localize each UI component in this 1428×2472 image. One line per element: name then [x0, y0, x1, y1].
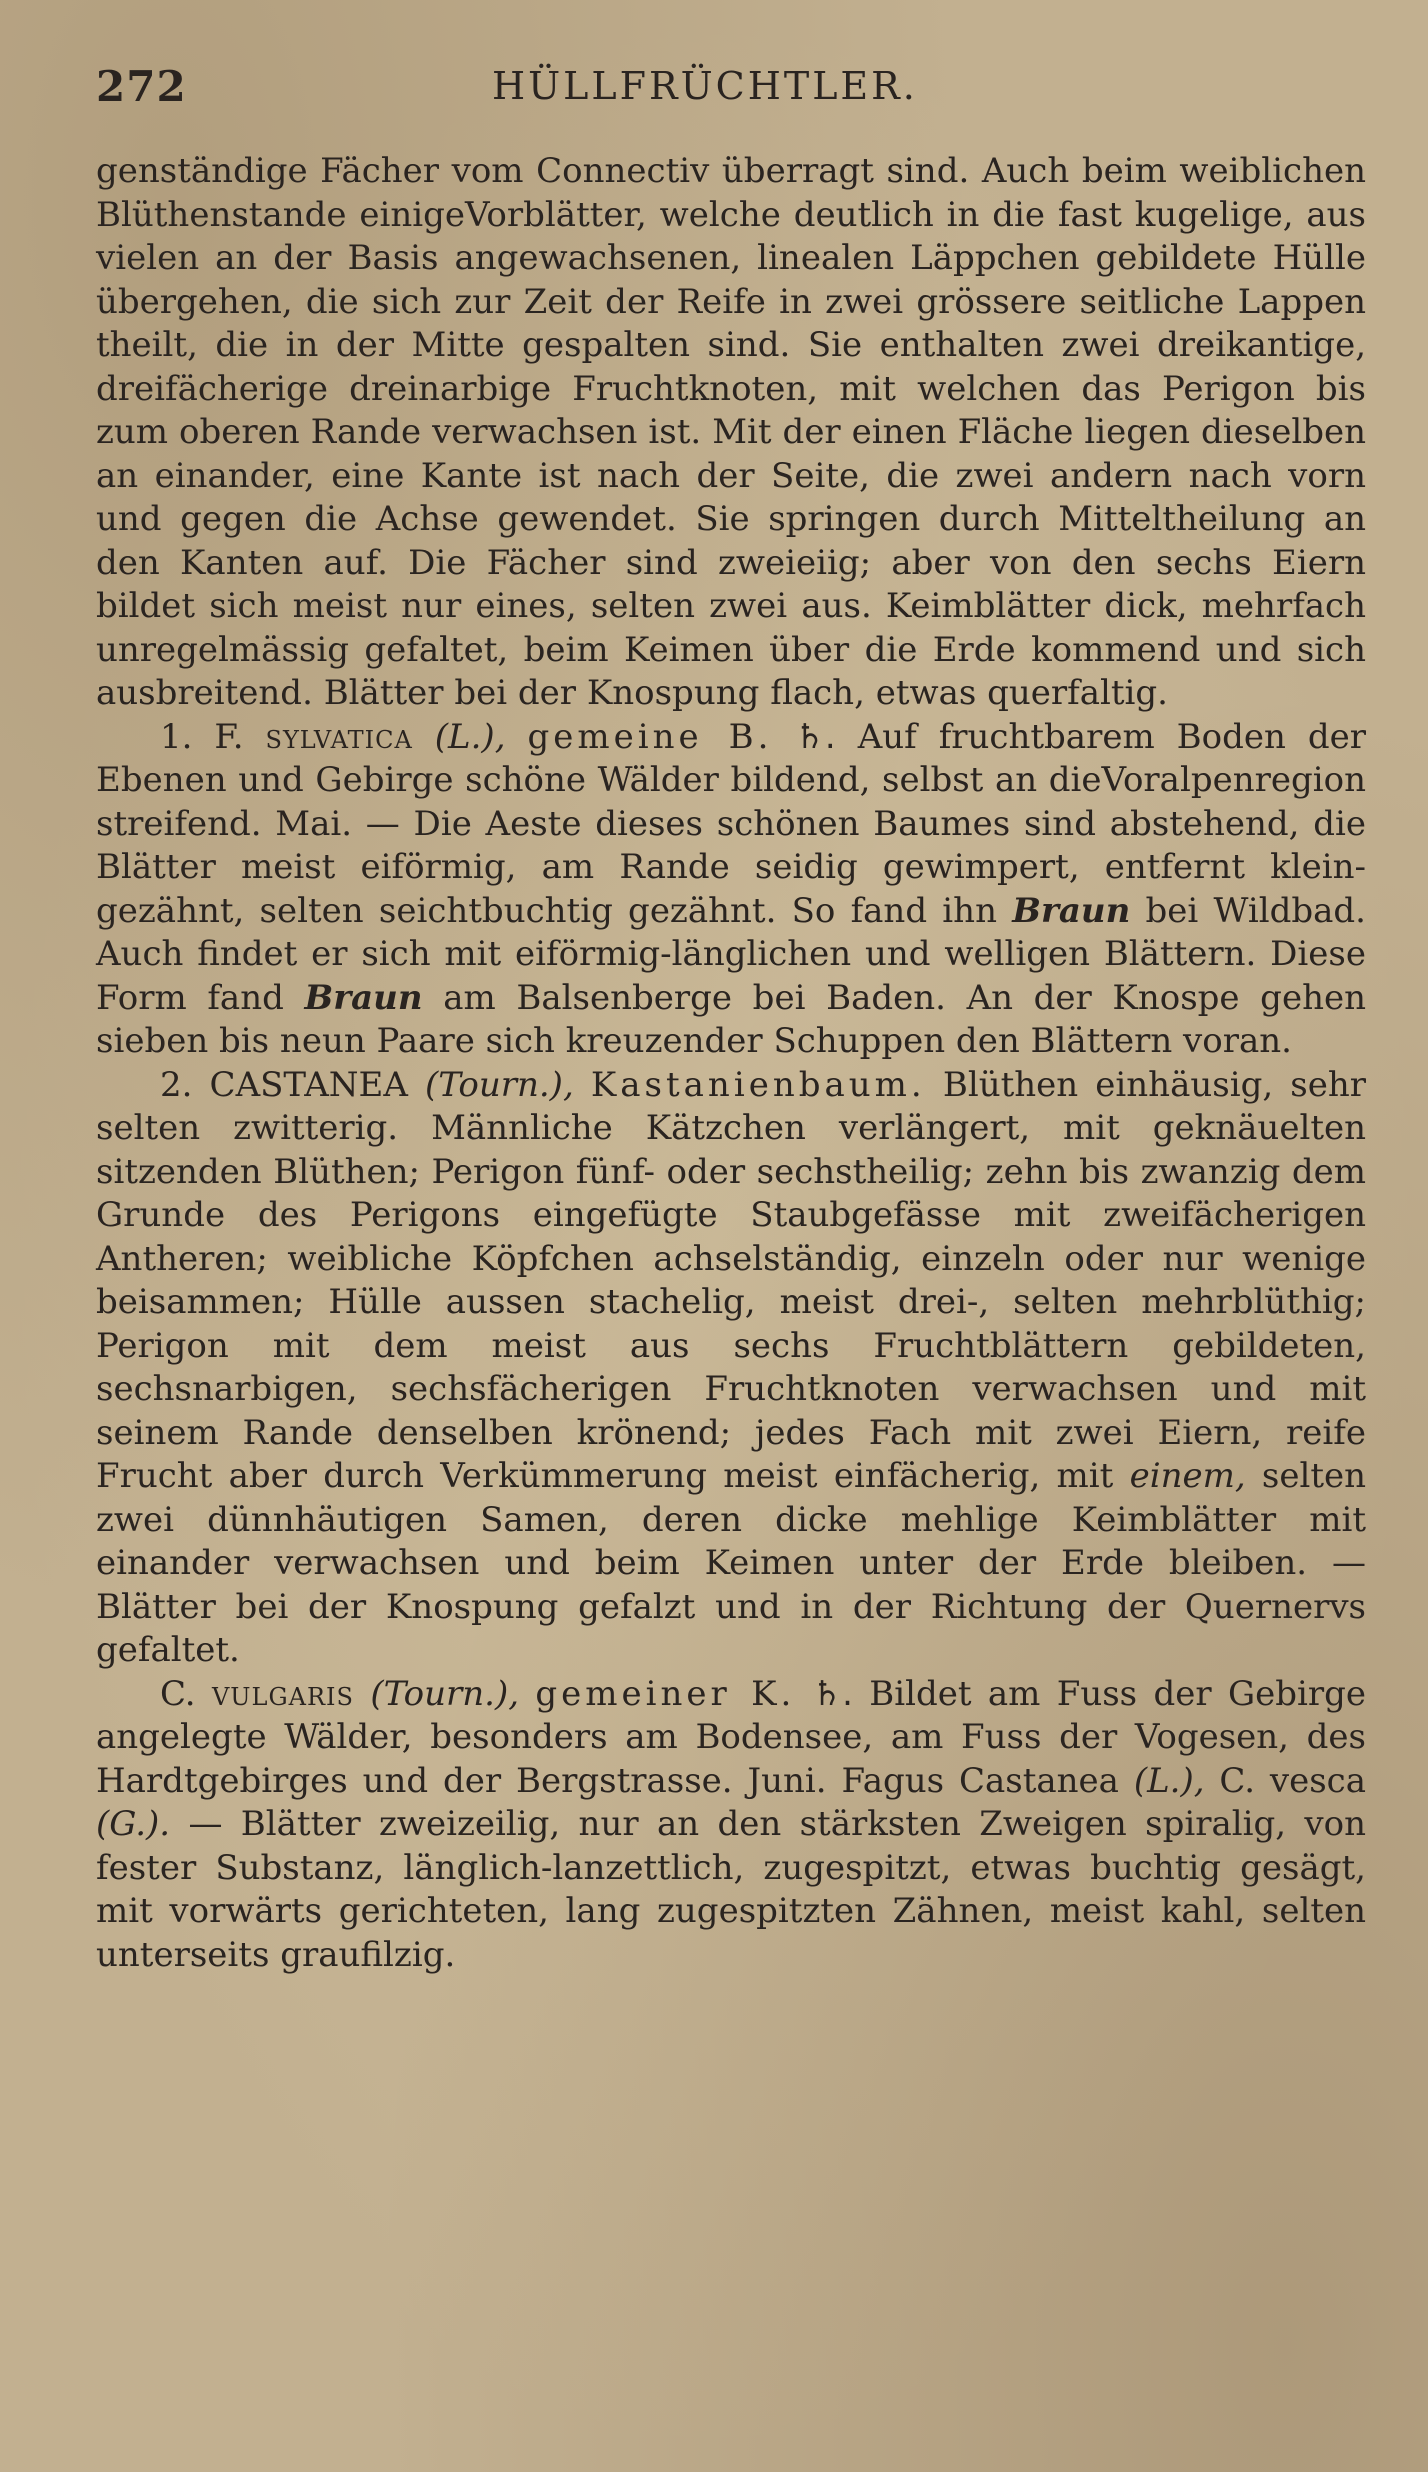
body-text [96, 150, 1366, 1977]
paragraph-text: Bildet am Fuss der Gebirge angelegte Wälder, besonders am Bodensee, am Fuss der Vogesen, des Hardtgebirges und der Bergstrasse. Juni. Fagus Castanea [96, 1673, 1366, 1801]
tree-symbol-icon: ♄. [811, 1673, 853, 1714]
synonym-authority: (G.). [96, 1804, 171, 1844]
genus-authority: (Tourn.), [425, 1064, 574, 1105]
paragraph-text: genständige Fächer vom Connectiv überragt sind. Auch beim weiblichen Blüthenstande einigeVorblätter, welche deutlich in die fast kugelige, aus vielen an der Basis angewachsenen, linealen Läppchen gebildete Hülle übergehen, die sich zur Zeit der Reife in zwei grössere seitliche Lappen theilt, die in der Mitte gespalten sind. Sie enthalten zwei dreikantige, dreifächerige dreinarbige Fruchtknoten, mit welchen das Perigon bis zum oberen Rande verwachsen ist. Mit der einen Fläche liegen dieselben an einander, eine Kante ist nach der Seite, die zwei andern nach vorn und gegen die Achse gewendet. Sie springen durch Mitteltheilung an den Kanten auf. Die Fächer sind zweieiig; aber von den sechs Eiern bildet sich meist nur eines, selten zwei aus. Keimblätter dick, mehrfach unregelmässig gefaltet, beim Keimen über die Erde kommend und sich ausbreitend. Blätter bei der Knospung flach, etwas querfaltig. [96, 151, 1366, 713]
running-title: HÜLLFRÜCHTLER. [492, 64, 918, 108]
page-header [96, 62, 1356, 122]
paragraph-fagus-description [96, 150, 1366, 716]
paragraph-text: am Balsenberge bei Baden. An der Knospe gehen sieben bis neun Paare sich kreuzender Schuppen den Blättern voran. [96, 977, 1366, 1061]
species-name: vulgaris [211, 1673, 354, 1714]
common-name: gemeine B. [527, 716, 773, 757]
genus-name: 2. CASTANEA [160, 1064, 408, 1105]
paragraph-castanea-genus [96, 1064, 1366, 1673]
paragraph-text: bei Wildbad. Auch findet er sich mit eiförmig-länglichen und welligen Blättern. Diese Form fand [96, 890, 1366, 1018]
common-name: gemeiner K. [535, 1673, 796, 1714]
paragraph-text: selten zwei dünnhäutigen Samen, deren dicke mehlige Keimblätter mit einander verwachsen und beim Keimen unter der Erde bleiben. — Blätter bei der Knospung gefalzt und in der Richtung der Quernervs gefaltet. [96, 1456, 1366, 1670]
species-authority: (Tourn.), [370, 1673, 520, 1714]
paragraph-text: C. vesca [1219, 1760, 1366, 1801]
common-name: Kastanienbaum. [590, 1064, 926, 1105]
page-number: 272 [96, 62, 187, 111]
paragraph-fagus-sylvatica [96, 716, 1366, 1064]
genus-abbreviation: C. [160, 1673, 196, 1714]
author-reference: Braun [304, 977, 423, 1018]
species-authority: (L.), [434, 716, 506, 757]
tree-symbol-icon: ♄. [794, 716, 836, 757]
entry-number: 1. F. [160, 716, 244, 757]
paragraph-text: Auf fruchtbarem Boden der Ebenen und Gebirge schöne Wälder bildend, selbst an dieVoralpenregion streifend. Mai. — Die Aeste dieses schönen Baumes sind abstehend, die Blätter meist eiförmig, am Rande seidig gewimpert, entfernt klein-gezähnt, selten seichtbuchtig gezähnt. So fand ihn [96, 716, 1367, 931]
paragraph-text: Blüthen einhäusig, sehr selten zwitterig. Männliche Kätzchen verlängert, mit geknäuelten sitzenden Blüthen; Perigon fünf- oder sechstheilig; zehn bis zwanzig dem Grunde des Perigons eingefügte Staubgefässe mit zweifächerigen Antheren; weibliche Köpfchen achselständig, einzeln oder nur wenige beisammen; Hülle aussen stachelig, meist drei-, selten mehrblüthig; Perigon mit dem meist aus sechs Fruchtblättern gebildeten, sechsnarbigen, sechsfächerigen Fruchtknoten verwachsen und mit seinem Rande denselben krönend; jedes Fach mit zwei Eiern, reife Frucht aber durch Verkümmerung meist einfächerig, mit [96, 1064, 1366, 1496]
species-name: sylvatica [265, 716, 413, 757]
synonym-authority: (L.), [1133, 1760, 1205, 1801]
paragraph-castanea-vulgaris [96, 1673, 1366, 1978]
author-reference: Braun [1012, 890, 1131, 931]
paragraph-text: — Blätter zweizeilig, nur an den stärksten Zweigen spiralig, von fester Substanz, länglich-lanzettlich, zugespitzt, etwas buchtig gesägt, mit vorwärts gerichteten, lang zugespitzten Zähnen, meist kahl, selten unterseits graufilzig. [96, 1804, 1367, 1975]
emphasis-text: einem, [1129, 1456, 1246, 1496]
